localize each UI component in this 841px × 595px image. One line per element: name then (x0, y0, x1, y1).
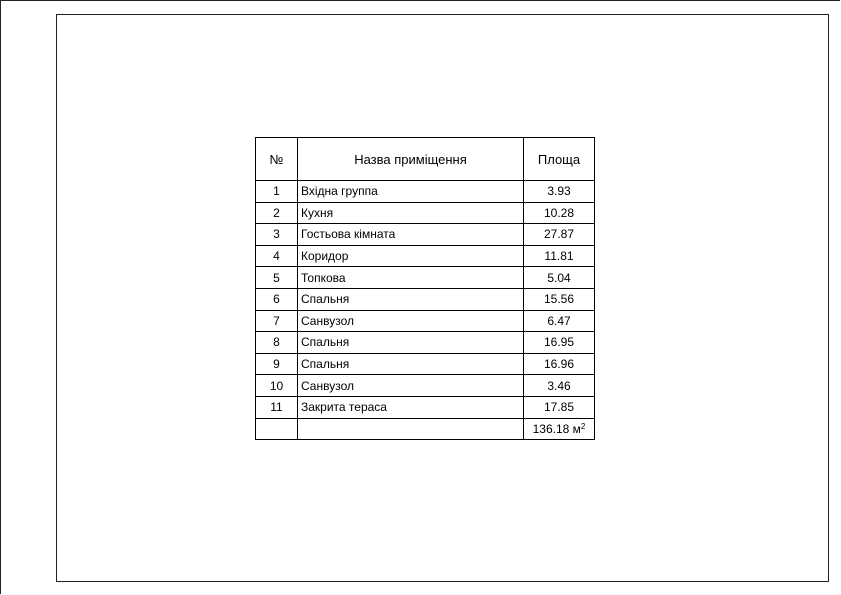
header-room-name: Назва приміщення (298, 138, 524, 181)
row-number: 8 (256, 332, 298, 354)
row-area: 15.56 (524, 288, 595, 310)
total-area (524, 418, 595, 440)
row-room-name: Спальня (298, 353, 524, 375)
row-number: 2 (256, 202, 298, 224)
total-area-value: 136.18 м (532, 421, 581, 436)
row-area: 10.28 (524, 202, 595, 224)
row-number: 10 (256, 375, 298, 397)
table-row (256, 181, 595, 203)
total-area-exponent: 2 (580, 421, 586, 431)
table-row (256, 332, 595, 354)
row-number: 4 (256, 245, 298, 267)
row-room-name: Закрита тераса (298, 396, 524, 418)
row-room-name: Санвузол (298, 310, 524, 332)
table-row (256, 375, 595, 397)
table-row (256, 245, 595, 267)
table-row (256, 224, 595, 246)
row-room-name: Вхідна группа (298, 181, 524, 203)
row-area: 3.93 (524, 181, 595, 203)
row-number: 7 (256, 310, 298, 332)
table-header-row (256, 138, 595, 181)
total-number-empty (256, 418, 298, 440)
table-row (256, 310, 595, 332)
table-row (256, 353, 595, 375)
header-area: Площа (524, 138, 595, 181)
header-number: № (256, 138, 298, 181)
row-area: 17.85 (524, 396, 595, 418)
table-row (256, 202, 595, 224)
total-row (256, 418, 595, 440)
total-name-empty (298, 418, 524, 440)
row-number: 5 (256, 267, 298, 289)
row-room-name: Спальня (298, 288, 524, 310)
row-area: 3.46 (524, 375, 595, 397)
table-body (256, 181, 595, 440)
row-area: 5.04 (524, 267, 595, 289)
row-area: 11.81 (524, 245, 595, 267)
row-area: 16.96 (524, 353, 595, 375)
row-room-name: Санвузол (298, 375, 524, 397)
row-room-name: Кухня (298, 202, 524, 224)
row-room-name: Топкова (298, 267, 524, 289)
row-room-name: Коридор (298, 245, 524, 267)
row-number: 9 (256, 353, 298, 375)
room-area-table (255, 137, 595, 440)
row-area: 16.95 (524, 332, 595, 354)
table-row (256, 288, 595, 310)
row-number: 3 (256, 224, 298, 246)
row-room-name: Гостьова кімната (298, 224, 524, 246)
row-area: 27.87 (524, 224, 595, 246)
row-number: 6 (256, 288, 298, 310)
row-number: 11 (256, 396, 298, 418)
row-area: 6.47 (524, 310, 595, 332)
row-room-name: Спальня (298, 332, 524, 354)
table-row (256, 267, 595, 289)
table-row (256, 396, 595, 418)
row-number: 1 (256, 181, 298, 203)
